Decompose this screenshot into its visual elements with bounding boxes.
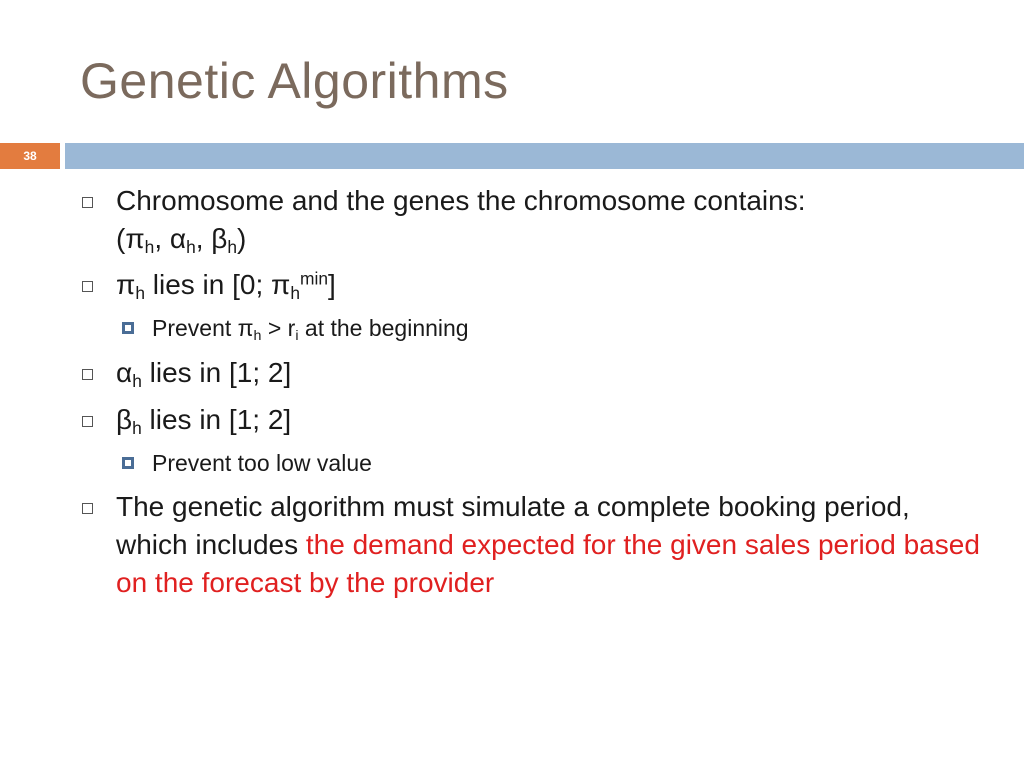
filled-square-bullet-icon [122, 322, 134, 334]
text-part: lies in [0; π [144, 269, 291, 300]
bullet-chromosome [116, 182, 976, 258]
filled-square-bullet-icon [122, 457, 134, 469]
highlighted-text: the demand expected for the given sales period based on the forecast by the provider [116, 529, 980, 598]
text-part: α [116, 357, 133, 388]
square-bullet-icon [82, 281, 93, 292]
text-part: ] [328, 269, 336, 300]
subscript: i [295, 327, 299, 344]
bullet-pi-range [116, 266, 336, 304]
text-part: lies in [1; 2] [141, 357, 292, 388]
subscript: h [135, 282, 145, 303]
text-part: Prevent π [152, 315, 254, 341]
subbullet-prevent-low [152, 448, 372, 478]
tuple-part: , α [154, 223, 187, 254]
subscript: h [290, 282, 301, 303]
subscript: h [186, 236, 196, 257]
square-bullet-icon [82, 503, 93, 514]
subscript: h [253, 327, 262, 344]
text-part: β [116, 404, 133, 435]
tuple-part: (π [116, 223, 145, 254]
bullet-alpha-range [116, 354, 291, 392]
superscript: min [300, 268, 328, 289]
slide-number: 38 [23, 149, 37, 163]
header-bar [65, 143, 1024, 169]
tuple-part: , β [195, 223, 228, 254]
subscript: h [132, 417, 142, 438]
square-bullet-icon [82, 416, 93, 427]
bullet-text: Chromosome and the genes the chromosome contains: [116, 185, 806, 216]
bullet-beta-range [116, 401, 291, 439]
subscript: h [132, 370, 142, 391]
bullet-genetic-algorithm [116, 488, 986, 602]
subbullet-prevent-pi [152, 313, 469, 343]
text-part: at the beginning [298, 315, 469, 341]
square-bullet-icon [82, 369, 93, 380]
slide-number-badge [0, 143, 60, 169]
square-bullet-icon [82, 197, 93, 208]
text-part: π [116, 269, 136, 300]
text-part: The genetic algorithm must simulate a complete booking period, which includes [116, 491, 910, 560]
subscript: h [144, 236, 155, 257]
text-part: Prevent too low value [152, 450, 372, 476]
slide-title: Genetic Algorithms [80, 53, 509, 109]
text-part: lies in [1; 2] [141, 404, 292, 435]
text-part: > r [261, 315, 296, 341]
tuple-part: ) [237, 223, 247, 254]
subscript: h [227, 236, 238, 257]
